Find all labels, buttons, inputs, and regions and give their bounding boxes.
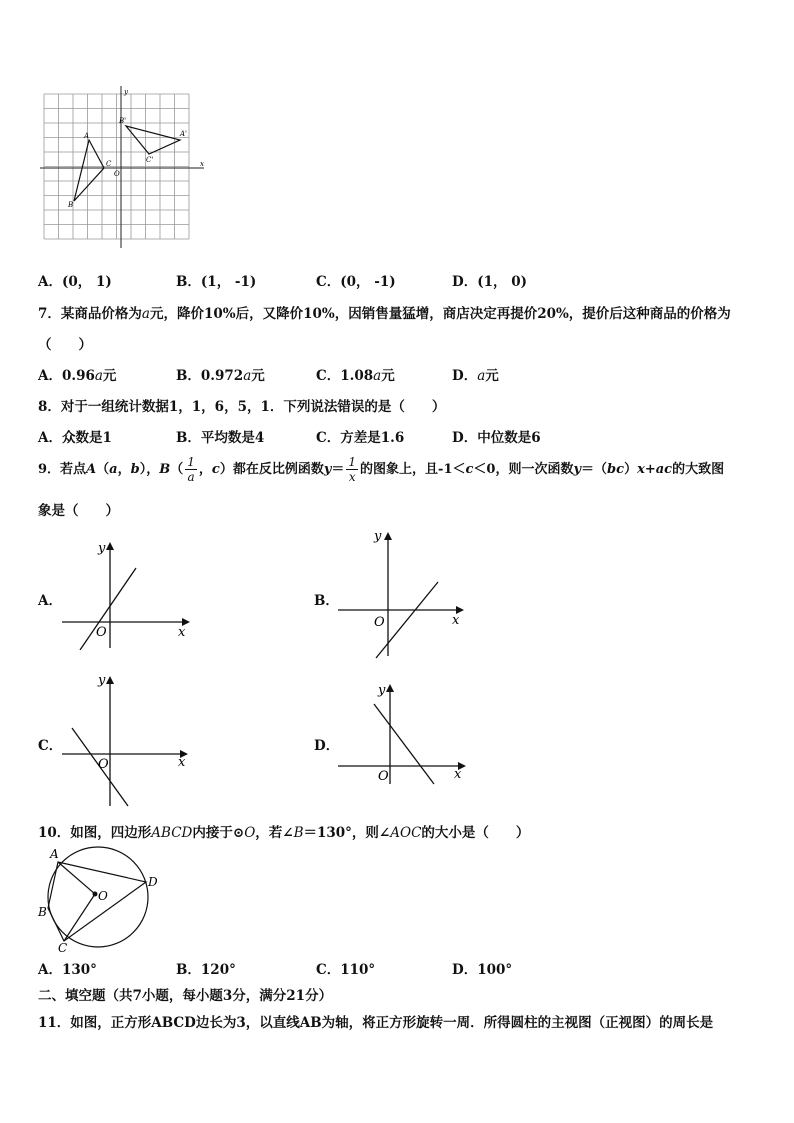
q7-stem-line2: （ ） — [38, 337, 92, 353]
q9-stem-line2: 象是（ ） — [38, 503, 119, 519]
triangle-abc — [74, 140, 104, 201]
q9-stem: 9．若点A（a，b），B（ $\frac{1}{a}$ ，c）都在反比例函数y＝ $\frac{1}{x}$ 的图象上，且-1＜c＜0，则一次函数y＝（bc）x+ac的大致图 — [38, 455, 725, 484]
q10-stem: 10．如图，四边形ABCD内接于⊙O，若∠B＝130°，则∠AOC的大小是（ ） — [38, 825, 530, 841]
q10-option-d: D．100° — [452, 962, 513, 978]
q7-option-c: C．1.08a元 — [316, 368, 395, 384]
q7-option-b: B．0.972a元 — [176, 368, 265, 384]
svg-text:O: O — [98, 757, 109, 772]
label-y: y — [124, 88, 128, 96]
q7-text-1: 7．某商品价格为 — [38, 306, 142, 322]
svg-text:y: y — [98, 541, 106, 556]
label-C-prime: C' — [146, 156, 154, 164]
q6-option-b: B．(1， -1) — [176, 274, 257, 290]
label-B-prime: B' — [119, 117, 127, 125]
q10-option-a: A．130° — [38, 962, 97, 978]
q9-fraction-1: $\frac{1}{a}$ — [187, 455, 195, 484]
label-B: B — [68, 201, 74, 209]
q8-option-a: A．众数是1 — [38, 430, 112, 446]
q8-stem: 8．对于一组统计数据1，1，6，5，1．下列说法错误的是（ ） — [38, 399, 446, 415]
line-graph-b — [376, 582, 438, 658]
q7-option-d: D．a元 — [452, 368, 499, 384]
center-point — [93, 892, 98, 897]
label-C: C — [106, 160, 112, 168]
svg-text:x: x — [452, 613, 460, 628]
q8-option-d: D．中位数是6 — [452, 430, 541, 446]
q6-option-c: C．(0， -1) — [316, 274, 396, 290]
q9-option-d-label: D． — [314, 738, 340, 754]
triangle-abc-prime — [126, 126, 180, 154]
svg-text:D: D — [148, 875, 158, 889]
grid-lines — [44, 94, 189, 239]
svg-text:O: O — [378, 769, 389, 784]
q9-graph-b — [334, 528, 468, 660]
svg-text:O: O — [98, 889, 108, 903]
svg-text:O: O — [96, 625, 107, 640]
svg-text:O: O — [374, 615, 385, 630]
label-x: x — [200, 160, 204, 168]
q6-option-d: D．(1， 0) — [452, 274, 527, 290]
q9-graph-d — [334, 680, 468, 786]
q9-graph-a — [58, 538, 192, 650]
label-A-prime: A' — [180, 130, 187, 138]
q7-option-a: A．0.96a元 — [38, 368, 117, 384]
q9-option-c-label: C． — [38, 738, 63, 754]
q6-grid-figure — [36, 86, 208, 252]
q8-option-b: B．平均数是4 — [176, 430, 265, 446]
label-A: A — [84, 132, 90, 140]
line-graph-a — [80, 568, 136, 650]
quadrilateral-abcd — [48, 862, 146, 941]
svg-text:y: y — [374, 529, 382, 544]
q7-stem — [38, 302, 731, 322]
section-heading: 二、填空题（共7小题，每小题3分，满分21分） — [38, 988, 333, 1004]
q9-fraction-2: $\frac{1}{x}$ — [348, 455, 357, 484]
q9-option-a-label: A． — [38, 593, 62, 609]
label-O: O — [114, 170, 120, 178]
q9-graph-c — [58, 670, 192, 808]
q7-var: a — [141, 306, 150, 322]
q11-stem: 11．如图，正方形ABCD边长为3，以直线AB为轴，将正方形旋转一周．所得圆柱的主视图（正视图）的周长是 — [38, 1015, 714, 1031]
svg-text:A: A — [50, 847, 59, 861]
svg-text:y: y — [378, 683, 386, 698]
svg-text:B: B — [38, 905, 47, 919]
svg-text:x: x — [178, 755, 186, 770]
q9-option-b-label: B． — [314, 593, 339, 609]
q7-text-2: 元，降价10%后，又降价10%，因销售量猛增，商店决定再提价20%，提价后这种商品的价格为 — [149, 306, 731, 322]
segment-co — [64, 894, 95, 941]
q6-option-a: A．(0， 1) — [38, 274, 112, 290]
q8-option-c: C．方差是1.6 — [316, 430, 405, 446]
svg-text:C: C — [58, 941, 68, 952]
svg-text:x: x — [178, 625, 186, 640]
svg-text:y: y — [98, 673, 106, 688]
q10-option-b: B．120° — [176, 962, 236, 978]
q10-circle-figure — [34, 844, 170, 952]
svg-text:x: x — [454, 767, 462, 782]
q10-option-c: C．110° — [316, 962, 376, 978]
